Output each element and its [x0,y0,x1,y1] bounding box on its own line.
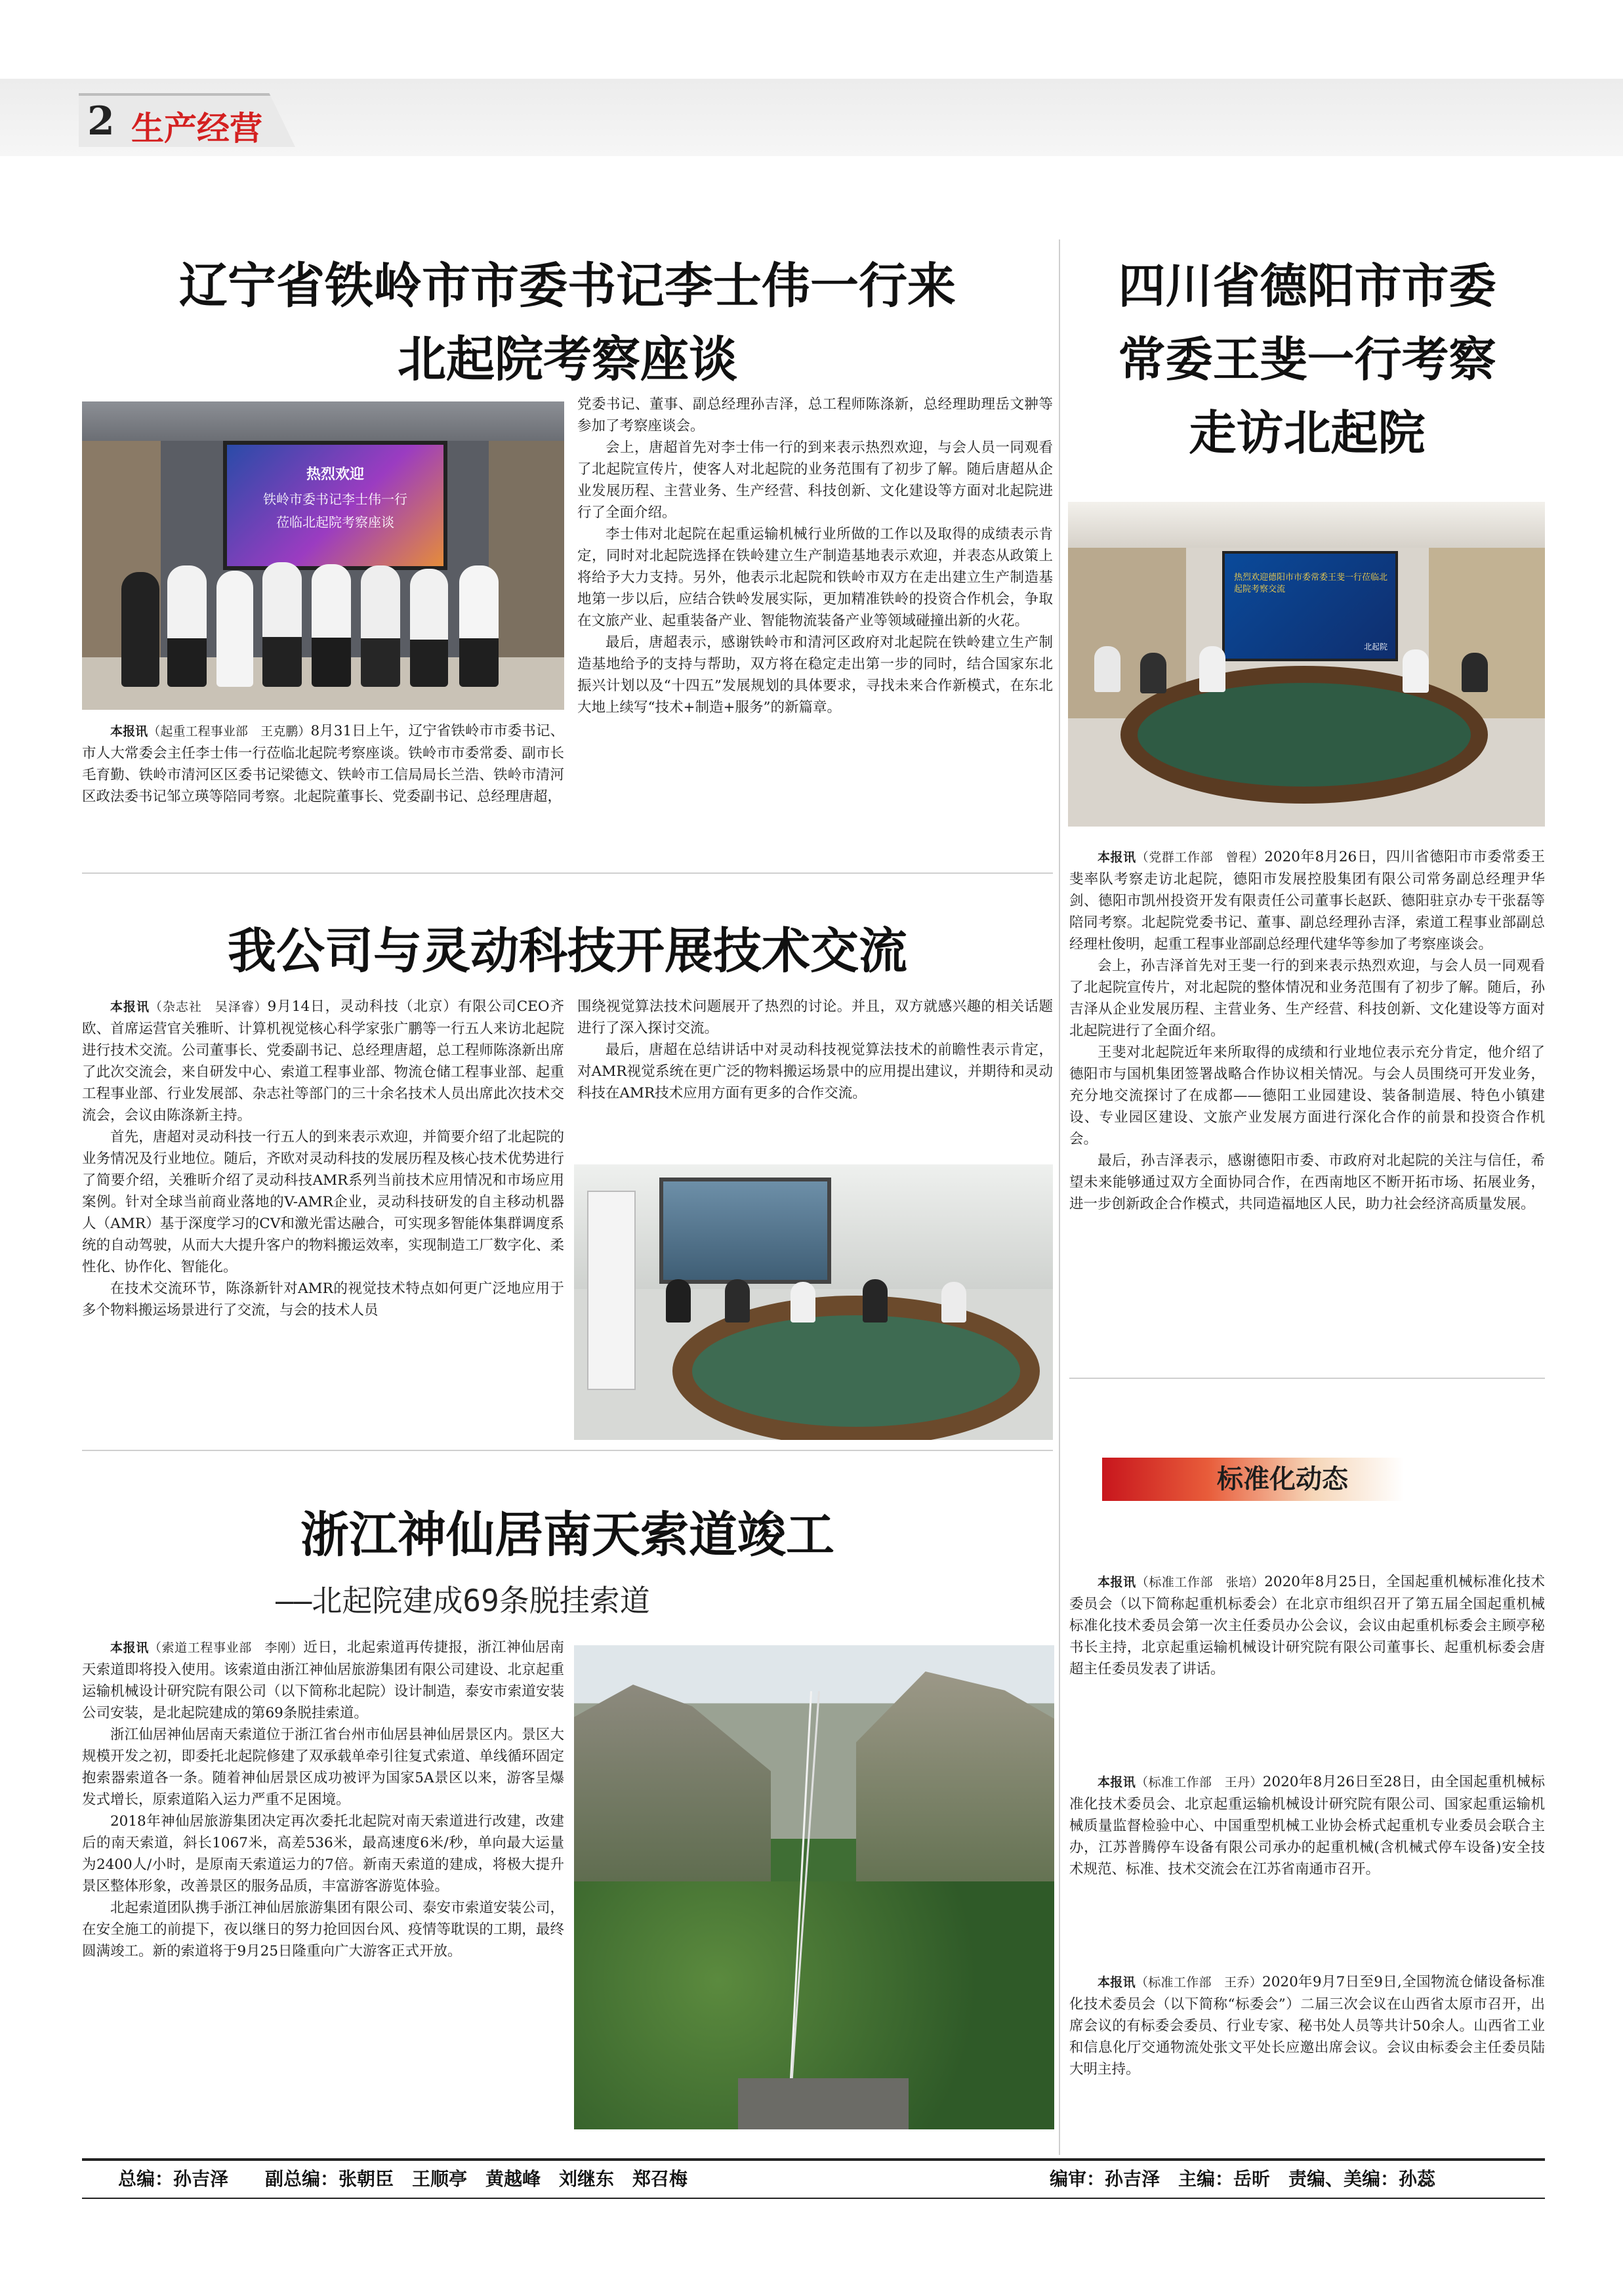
article-photo [1068,502,1545,827]
article-body-right [577,996,1053,1104]
paragraph-3: 2018年神仙居旅游集团决定再次委托北起院对南天索道进行改建，改建后的南天索道，斜长1067米，高差536米，最高速度6米/秒，单向最大运量为2400人/小时，是原南天索道运力的7倍。新南天索道的建成，将极大提升景区整体形象，改善景区的服务品质，丰富游客游览体验。 [82,1813,564,1895]
photo-cliff-left [574,1685,771,1901]
row-rule-1 [82,872,1053,874]
byline: 本报讯 [1098,1775,1136,1790]
photo-window [659,1178,831,1284]
title-line-2: 北起院考察座谈 [398,331,737,388]
byline: 本报讯 [110,1000,150,1014]
footer-rule-bottom [82,2198,1545,2199]
paragraph-1: 8月31日上午，辽宁省铁岭市市委书记、市人大常委会主任李士伟一行莅临北起院考察座谈。铁岭市市委常委、副市长毛育勤、铁岭市清河区区委书记梁德文、铁岭市工信局局长兰浩、铁岭市清河区政法委书记邹立瑛等陪同考察。北起院董事长、党委副书记、总经理唐超， [82,723,564,805]
byline-source: （标准工作部 王丹） [1136,1775,1263,1790]
footer [0,2158,1623,2230]
paragraph-2: 首先，唐超对灵动科技一行五人的到来表示欢迎，并简要介绍了北起院的业务情况及行业地位。随后，齐欧对灵动科技的发展历程及核心技术优势进行了简要介绍，关雅昕介绍了灵动科技AMR系列当前技术应用情况和市场应用案例。针对全球当前商业落地的V-AMR企业，灵动科技研发的自主移动机器人（AMR）基于深度学习的CV和激光雷达融合，可实现多智能体集群调度系统的自动驾驶，从而大大提升客户的物料搬运效率，实现制造工厂数字化、柔性化、协作化、智能化。 [82,1129,564,1275]
article-title [82,249,1053,396]
paragraph-2: 会上，孙吉泽首先对王斐一行的到来表示热烈欢迎，与会人员一同观看了北起院宣传片，对北起院的整体情况和业务范围有了初步了解。随后，孙吉泽从企业发展历程、主营业务、生产经营、科技创新、文化建设等方面对北起院进行了全面介绍。 [1069,958,1545,1039]
byline-source: （标准工作部 张培） [1136,1575,1265,1589]
footer-rule-top [82,2158,1545,2161]
item-text: 2020年9月7日至9日,全国物流仓储设备标准化技术委员会（以下简称“标委会”）二届三次会议在山西省太原市召开，出席会议的有标委会委员、行业专家、秘书处人员等共计50余人。山西省工业和信息化厅交通物流处张文平处长应邀出席会议。会议由标委会主任委员陆大明主持。 [1069,1974,1545,2078]
screen-text: 热烈欢迎德阳市市委常委王斐一行莅临北起院考察交流 [1234,573,1388,594]
article-body-left [82,720,564,808]
footer-editors-right: 编审：孙吉泽 主编：岳昕 责编、美编：孙蕊 [1050,2168,1436,2190]
article-photo [82,401,564,710]
article-body [1069,846,1545,1215]
standards-item [1069,1771,1545,1880]
paragraph-3-cont: 围绕视觉算法技术问题展开了热烈的讨论。并且，双方就感兴趣的相关话题进行了深入探讨交流。 [577,998,1053,1036]
photo-ceiling [82,401,564,441]
byline: 本报讯 [110,724,148,739]
title-line-2: 常委王斐一行考察 [1118,332,1496,387]
byline-source: （标准工作部 王乔） [1135,1975,1263,1990]
paragraph-2: 会上，唐超首先对李士伟一行的到来表示热烈欢迎，与会人员一同观看了北起院宣传片，使客人对北起院的业务范围有了初步了解。随后唐超从企业发展历程、主营业务、生产经营、科技创新、文化建设等方面对北起院进行了全面介绍。 [577,440,1053,521]
paragraph-4: 最后，孙吉泽表示，感谢德阳市委、市政府对北起院的关注与信任，希望未来能够通过双方全面协同合作，在西南地区不断开拓市场、拓展业务，进一步创新政企合作模式，共同造福地区人民，助力社会经济高质量发展。 [1069,1153,1545,1212]
photo-people [666,1279,1033,1325]
article-photo [574,1164,1053,1440]
photo-ceiling [1068,502,1545,548]
footer-editors-left: 总编：孙吉泽 副总编：张朝臣 王顺亭 黄越峰 刘继东 郑召梅 [118,2168,688,2190]
paragraph-3: 李士伟对北起院在起重运输机械行业所做的工作以及取得的成绩表示肯定，同时对北起院选择在铁岭建立生产制造基地表示欢迎，并表态从政策上将给予大力支持。另外，他表示北起院和铁岭市双方在走出建立生产制造基地第一步以后，应结合铁岭发展实际，更加精准铁岭的投资合作机会，争取在文旅产业、起重装备产业、智能物流装备产业等领域碰撞出新的火花。 [577,526,1053,629]
title-line-1: 辽宁省铁岭市市委书记李士伟一行来 [179,258,956,314]
row-rule-3 [1069,1378,1545,1379]
paragraph-4: 北起索道团队携手浙江神仙居旅游集团有限公司、泰安市索道安装公司，在安全施工的前提下，夜以继日的努力抢回因台风、疫情等耽误的工期，最终圆满竣工。新的索道将于9月25日隆重向广大游客正式开放。 [82,1900,564,1959]
column-rule-top [1059,239,1060,1469]
banner-text-2: 铁岭市委书记李士伟一行 [263,491,407,507]
title-line-1: 四川省德阳市市委 [1118,258,1496,314]
article-title: 我公司与灵动科技开展技术交流 [228,923,907,979]
banner-text-1: 热烈欢迎 [306,466,364,483]
paragraph-4: 最后，唐超表示，感谢铁岭市和清河区政府对北起院在铁岭建立生产制造基地给予的支持与帮助，双方将在稳定走出第一步的同时，结合国家东北振兴计划以及“十四五”发展规划的具体要求，寻找未来合作新模式，在东北大地上续写“技术+制造+服务”的新篇章。 [577,634,1053,716]
paragraph-4: 最后，唐超在总结讲话中对灵动科技视觉算法技术的前瞻性表示肯定，对AMR视觉系统在更广泛的物料搬运场景中的应用提出建议，并期待和灵动科技在AMR技术应用方面有更多的合作交流。 [577,1042,1053,1101]
item-text: 2020年8月26日至28日，由全国起重机械标准化技术委员会、北京起重运输机械设计研究院有限公司、国家起重运输机械质量监督检验中心、中国重型机械工业协会桥式起重机专业委员会联合主办，江苏普腾停车设备有限公司承办的起重机械(含机械式停车设备)安全技术规范、标准、技术交流会在江苏省南通市召开。 [1069,1774,1545,1877]
column-rule-bottom [1059,1469,1060,2155]
article-subtitle: ——北起院建成69条脱挂索道 [276,1583,650,1618]
page-header [0,0,1623,171]
paragraph-1: 2020年8月26日，四川省德阳市市委常委王斐率队考察走访北起院，德阳市发展控股集团有限公司常务副总经理尹华剑、德阳市凯州投资开发有限责任公司董事长赵跃、德阳驻京办专干张磊等陪同考察。北起院党委书记、董事、副总经理孙吉泽，索道工程事业部副总经理杜俊明，起重工程事业部副总经理代建华等参加了考察座谈会。 [1069,849,1545,953]
byline-source: （索道工程事业部 李刚） [148,1641,304,1655]
standards-item [1069,1971,1545,2080]
byline-source: （党群工作部 曾程） [1136,850,1265,865]
photo-cliff-right [856,1671,1054,1908]
paragraph-3: 在技术交流环节，陈涤新针对AMR的视觉技术特点如何更广泛地应用于多个物料搬运场景进行了交流，与会的技术人员 [82,1281,564,1319]
byline: 本报讯 [1098,1575,1136,1589]
page-number: 2 [87,98,115,144]
standards-item [1069,1571,1545,1680]
article-body [82,1637,564,1962]
standards-header [1102,1458,1404,1501]
paragraph-2: 浙江仙居神仙居南天索道位于浙江省台州市仙居县神仙居景区内。景区大规模开发之初，即委托北起院修建了双承载单牵引往复式索道、单线循环固定抱索器索道各一条。随着神仙居景区成功被评为国家5A景区以来，游客呈爆发式增长，原索道陷入运力严重不足困境。 [82,1727,564,1808]
photo-station [738,2078,909,2129]
byline: 本报讯 [1098,1975,1136,1990]
paragraph-1: 9月14日，灵动科技（北京）有限公司CEO齐欧、首席运营官关雅昕、计算机视觉核心科学家张广鹏等一行五人来访北起院进行技术交流。公司董事长、党委副书记、总经理唐超，总工程师陈涤新出席了此次交流会，来自研发中心、索道工程事业部、物流仓储工程事业部、起重工程事业部、行业发展部、杂志社等部门的三十余名技术人员出席此次技术交流会，会议由陈涤新主持。 [82,998,564,1124]
paragraph-3: 王斐对北起院近年来所取得的成绩和行业地位表示充分肯定，他介绍了德阳市与国机集团签署战略合作协议相关情况。与会人员围绕可开发业务，充分地交流探讨了在成都——德阳工业园建设、装备制造展、特色小镇建设、专业园区建设、文旅产业发展方面进行深化合作的前景和投资合作机会。 [1069,1044,1545,1147]
photo-screen [1222,551,1398,661]
article-title [1069,249,1545,470]
photo-people [121,546,528,687]
article-photo [574,1645,1054,2129]
article-body-right [577,394,1053,718]
title-line-3: 走访北起院 [1189,405,1426,461]
byline: 本报讯 [110,1641,149,1655]
byline: 本报讯 [1098,850,1136,865]
section-name: 生产经营 [131,110,262,148]
byline-source: （起重工程事业部 王克鹏） [148,724,311,739]
photo-people [1094,646,1521,699]
article-body-left [82,996,564,1321]
row-rule-2 [82,1450,1053,1451]
p1-continuation: 党委书记、董事、副总经理孙吉泽，总工程师陈涤新，总经理助理岳文翀等参加了考察座谈会。 [577,396,1053,434]
photo-cabinet [587,1191,636,1390]
banner-text-3: 莅临北起院考察座谈 [276,514,394,530]
item-text: 2020年8月25日，全国起重机械标准化技术委员会（以下简称起重机标委会）在北京市组织召开了第五届全国起重机械标准化技术委员会第一次主任委员办公会议，会议由起重机标委会主顾亭秘书长主持，北京起重运输机械设计研究院有限公司董事长、起重机标委会唐超主任委员发表了讲话。 [1069,1574,1545,1677]
byline-source: （杂志社 吴泽睿） [149,1000,268,1014]
standards-title: 标准化动态 [1217,1464,1348,1494]
article-title: 浙江神仙居南天索道竣工 [300,1507,834,1563]
paragraph-1: 近日，北起索道再传捷报，浙江神仙居南天索道即将投入使用。该索道由浙江神仙居旅游集团有限公司建设、北京起重运输机械设计研究院有限公司（以下简称北起院）设计制造，泰安市索道安装公司安装，是北起院建成的第69条脱挂索道。 [82,1639,564,1721]
screen-logo: 北起院 [1363,642,1387,651]
